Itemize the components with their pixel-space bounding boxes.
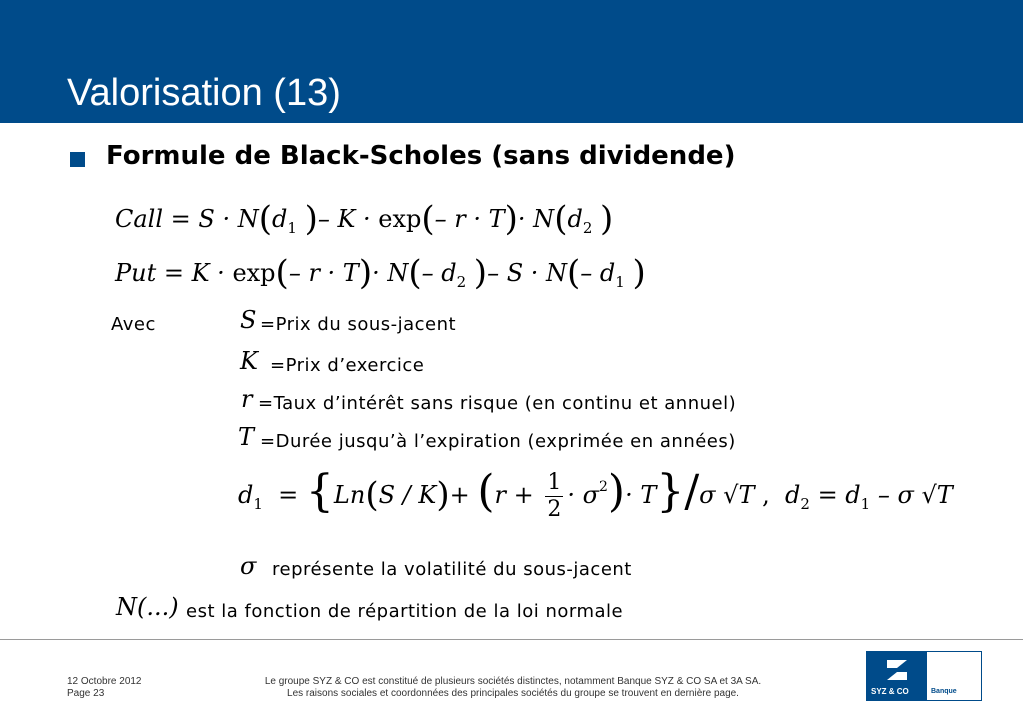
footer-page: Page 23 <box>67 688 105 699</box>
footer-disclaimer-1: Le groupe SYZ & CO est constitué de plusieurs sociétés distinctes, notamment Banque SYZ & CO SA et 3A SA. <box>264 676 762 687</box>
logo-name: SYZ & CO <box>871 687 909 696</box>
definition-K: =Prix d’exercice <box>270 355 425 376</box>
symbol-T: T <box>238 423 255 451</box>
symbol-sigma: σ <box>240 552 257 580</box>
symbol-r: r <box>241 385 253 413</box>
definition-N: est la fonction de répartition de la loi normale <box>186 601 624 622</box>
syz-mark-icon <box>885 658 909 682</box>
call-label: Call <box>115 205 164 233</box>
slide-title: Valorisation (13) <box>67 72 341 114</box>
definition-T: =Durée jusqu’à l’expiration (exprimée en années) <box>260 431 736 452</box>
put-formula: Put = K · exp(– r · T)· N(– $d_2$ )– S · N(– $d_1$ ) <box>115 253 646 293</box>
definition-r: =Taux d’intérêt sans risque (en continu et annuel) <box>258 393 737 414</box>
section-heading: Formule de Black-Scholes (sans dividende) <box>106 141 736 171</box>
syz-logo <box>866 651 982 701</box>
put-label: Put <box>115 259 157 287</box>
symbol-K: K <box>240 347 258 375</box>
symbol-N: N(...) <box>116 593 179 621</box>
definition-S: =Prix du sous-jacent <box>260 314 457 335</box>
footer-date: 12 Octobre 2012 <box>67 676 142 687</box>
avec-label: Avec <box>111 314 156 335</box>
d1-d2-formula: $d_1 = \{Ln(S / K)+ (r$ + $\frac{1}{2}$ · $\sigma^2)\cdot T\}/\sigma$ √T , $d_2 = d_1 - \sigma$ √T <box>238 466 953 522</box>
footer-disclaimer-2: Les raisons sociales et coordonnées des principales sociétés du groupe se trouvent en dernière page. <box>287 688 739 699</box>
title-bar <box>0 0 1023 123</box>
logo-bank: Banque <box>931 688 957 695</box>
footer-divider <box>0 639 1023 640</box>
half-fraction: $\frac{1}{2}$ <box>547 470 562 522</box>
definition-sigma: représente la volatilité du sous-jacent <box>272 559 632 580</box>
call-formula: Call = $S \cdot N(d_1$ )– K · exp(– $r \cdot T)\cdot N(d_2$ ) <box>115 199 614 239</box>
bullet-square-icon <box>70 152 85 167</box>
symbol-S: S <box>240 306 257 334</box>
